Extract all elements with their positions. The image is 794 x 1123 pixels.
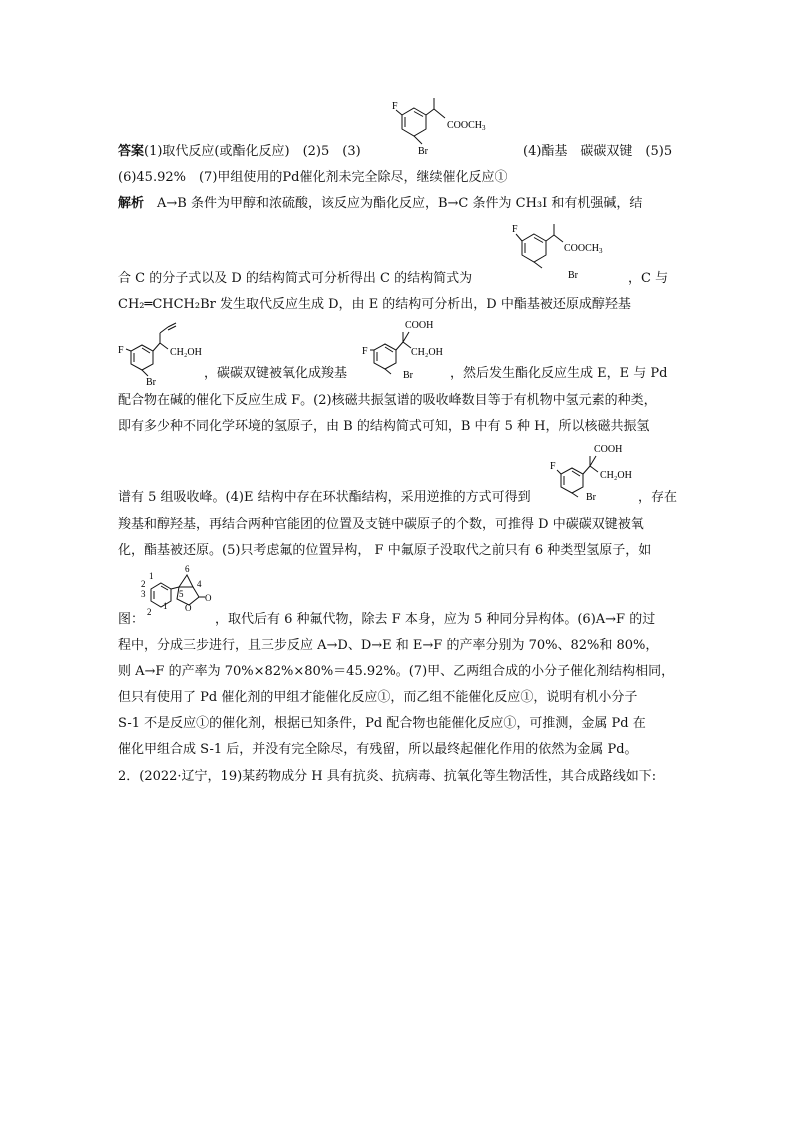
answer-part-1: (1)取代反应(或酯化反应) (2)5 (3) <box>144 144 361 159</box>
analysis-label: 解析 <box>118 196 145 211</box>
analysis-line-2: 合 C 的分子式以及 D 的结构简式可分析得出 C 的结构简式为 ，C 与 <box>118 271 669 286</box>
carboxyl-label: COOH <box>405 320 434 331</box>
fluorine-label: F <box>550 461 556 472</box>
bromine-label: Br <box>146 377 156 388</box>
analysis-line-8: 羧基和醇羟基，再结合两种官能团的位置及支链中碳原子的个数，可推得 D 中碳碳双键被氧 <box>118 517 644 532</box>
answer-label: 答案 <box>118 144 145 159</box>
question-2-heading: 2．(2022·辽宁，19)某药物成分 H 具有抗炎、抗病毒、抗氧化等生物活性，其合成路线如下: <box>118 769 657 784</box>
ester-group-label: $COOCH_3$ <box>564 243 603 255</box>
hydroxymethyl-label: CH₂OH <box>411 347 443 358</box>
document-page: F $COOCH_3$ Br 答案(1)取代反应(或酯化反应) (2)5 (3) (4)酯基 碳碳双键 (5)5 (6)45.92% (7)甲组使用的Pd催化剂未完全除尽，继续催化反应① 解析 A→B 条件为甲醇和浓硫酸，该反应为酯化反应，B→C 条件为 CH₃I 和有机强碱，结 F $COOCH_3$ Br 合 C 的分子式以及 D 的结构简式可分析得出 C 的结构简式为 ，C 与 CH₂═CHCH₂Br 发生取代反应生成 D，由 E 的结构可分析出，D 中酯基被还原成醇羟基 F CH₂OH Br F COOH CH₂OH Br ，碳碳双键被氧化成羧基 ，然后发生酯化反应生成 E，E 与 Pd 配合物在碱的催化下反应生成 F。(2)核磁共振氢谱的吸收峰数目等于有机物中氢元素的种类， 即有多少种不同化学环境的氢原子，由 B 的结构简式可知，B 中有 5 种 H，所以核磁共振氢 F COOH CH₂OH Br 谱有 5 组吸收峰。(4)E 结构中存在环状酯结构，采用逆推的方式可得到 ，存在 羧基和醇羟基，再结合两种官能团的位置及支链中碳原子的个数，可推得 D 中碳碳双键被氧 化，酯基被还原。(5)只考虑氟的位置异构， F 中氟原子没取代之前只有 6 种类型氢原子，如 1 2 3 2 1 6 4 5 O O 图： ，取代后有 6 种氟代物，除去 F 本身，应为 5 种同分异构体。(6)A→F 的过 程中，分成三步进行，且三步反应 A→D、D→E 和 E→F 的产率分别为 70%、82%和 80%， 则 A→F 的产率为 70%×82%×80%＝45.92%。(7)甲、乙两组合成的小分子催化剂结构相同， 但只有使用了 Pd 催化剂的甲组才能催化反应①，而乙组不能催化反应①，说明有机小分子 S-1 不是反应①的催化剂，根据已知条件，Pd 配合物也能催化反应①，可推测，金属 Pd 在 催化甲组合成 S-1 后，并没有完全除尽，有残留，所以最终起催化作用的依然为金属 Pd。 2．(2022·辽宁，19)某药物成分 H 具有抗炎、抗病毒、抗氧化等生物活性，其合成路线如下: <box>0 0 794 1123</box>
fluorine-label: F <box>392 101 398 112</box>
hydroxymethyl-label: CH₂OH <box>170 347 202 358</box>
answer-part-2: (4)酯基 碳碳双键 (5)5 <box>523 144 673 159</box>
analysis-line-12: 则 A→F 的产率为 70%×82%×80%＝45.92%。(7)甲、乙两组合成的小分子催化剂结构相同， <box>118 664 675 679</box>
answer-line-1 <box>118 143 678 161</box>
bromine-label: Br <box>568 270 578 281</box>
bromine-label: Br <box>403 370 413 381</box>
position-label: 3 <box>141 589 146 599</box>
carboxyl-label: COOH <box>594 444 623 455</box>
position-label: 6 <box>185 564 190 574</box>
answer-line-2: (6)45.92% (7)甲组使用的Pd催化剂未完全除尽，继续催化反应① <box>118 170 508 185</box>
analysis-line-11: 程中，分成三步进行，且三步反应 A→D、D→E 和 E→F 的产率分别为 70%、82%和 80%， <box>118 638 659 653</box>
position-label: 4 <box>197 579 202 589</box>
fluorine-label: F <box>362 346 368 357</box>
analysis-line-14: S-1 不是反应①的催化剂，根据已知条件，Pd 配合物也能催化反应①，可推测，金属 Pd 在 <box>118 716 646 731</box>
bromine-label: Br <box>586 492 596 503</box>
oxygen-label: O <box>205 593 212 603</box>
fluorine-label: F <box>512 224 518 235</box>
acid-structure <box>362 318 455 384</box>
analysis-line-7: 谱有 5 组吸收峰。(4)E 结构中存在环状酯结构，采用逆推的方式可得到 ，存在 <box>118 490 678 505</box>
bromine-label: Br <box>418 146 428 157</box>
analysis-line-1: 解析 A→B 条件为甲醇和浓硫酸，该反应为酯化反应，B→C 条件为 CH₃I 和有机强碱，结 <box>118 196 643 211</box>
position-label: 1 <box>163 601 168 611</box>
position-label: 1 <box>149 571 154 581</box>
ester-group-label: $COOCH_3$ <box>447 120 486 132</box>
analysis-line-5: 配合物在碱的催化下反应生成 F。(2)核磁共振氢谱的吸收峰数目等于有机物中氢元素的种类， <box>118 393 657 408</box>
alcohol-structure-d <box>118 323 208 388</box>
position-label: 2 <box>147 607 152 617</box>
fluorine-label: F <box>118 345 124 356</box>
position-label: 2 <box>141 579 146 589</box>
analysis-line-13: 但只有使用了 Pd 催化剂的甲组才能催化反应①，而乙组不能催化反应①，说明有机小分子 <box>118 690 638 705</box>
hydroxymethyl-label: CH₂OH <box>600 470 632 481</box>
analysis-line-9: 化，酯基被还原。(5)只考虑氟的位置异构， F 中氟原子没取代之前只有 6 种类型氢原子，如 <box>118 543 652 558</box>
analysis-line-15: 催化甲组合成 S-1 后，并没有完全除尽，有残留，所以最终起催化作用的依然为金属 Pd。 <box>118 742 638 757</box>
analysis-line-3: CH₂═CHCH₂Br 发生取代反应生成 D，由 E 的结构可分析出，D 中酯基被还原成醇羟基 <box>118 297 631 312</box>
analysis-line-6: 即有多少种不同化学环境的氢原子，由 B 的结构简式可知，B 中有 5 种 H，所以核磁共振氢 <box>118 419 650 434</box>
position-label: 5 <box>179 589 184 599</box>
analysis-line-10: 图： ，取代后有 6 种氟代物，除去 F 本身，应为 5 种同分异构体。(6)A→F 的过 <box>118 612 656 627</box>
oxygen-label: O <box>185 603 192 613</box>
